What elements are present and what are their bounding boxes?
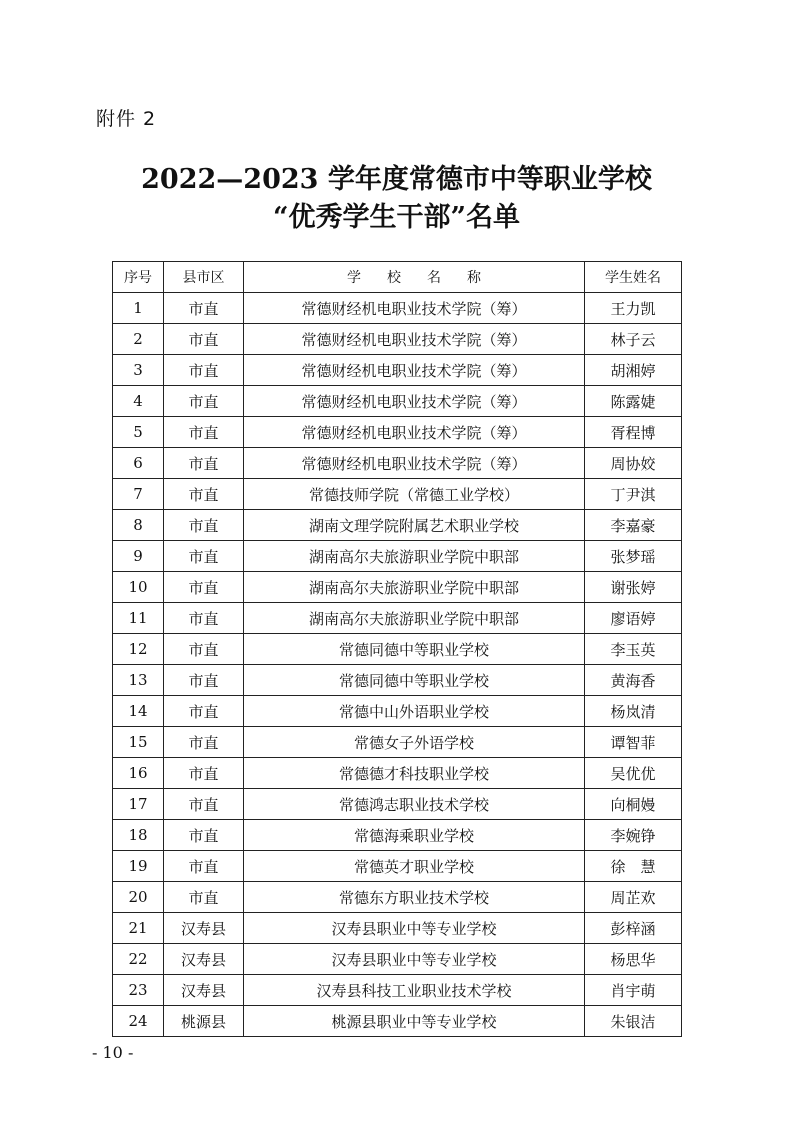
cell-student-name: 杨思华: [585, 944, 682, 975]
cell-index: 15: [113, 727, 164, 758]
cell-student-name: 陈露婕: [585, 386, 682, 417]
table-row: [113, 355, 682, 386]
cell-student-name: 周芷欢: [585, 882, 682, 913]
table-row: [113, 541, 682, 572]
table-row: [113, 944, 682, 975]
page-number: - 10 -: [92, 1043, 134, 1062]
cell-county: 桃源县: [164, 1006, 244, 1037]
cell-school: 常德财经机电职业技术学院（筹）: [244, 417, 585, 448]
cell-county: 市直: [164, 417, 244, 448]
cell-county: 市直: [164, 820, 244, 851]
table-row: [113, 386, 682, 417]
header-student-name: 学生姓名: [585, 262, 682, 293]
cell-school: 桃源县职业中等专业学校: [244, 1006, 585, 1037]
cell-index: 10: [113, 572, 164, 603]
document-title-line-1: 2022—2023 学年度常德市中等职业学校: [141, 164, 652, 195]
cell-index: 22: [113, 944, 164, 975]
cell-index: 6: [113, 448, 164, 479]
header-school: 学校名称: [244, 262, 585, 293]
cell-school: 常德财经机电职业技术学院（筹）: [244, 386, 585, 417]
cell-county: 市直: [164, 293, 244, 324]
header-county: 县市区: [164, 262, 244, 293]
table-row: [113, 789, 682, 820]
cell-student-name: 吴优优: [585, 758, 682, 789]
cell-student-name: 李嘉豪: [585, 510, 682, 541]
table-row: [113, 975, 682, 1006]
cell-school: 湖南高尔夫旅游职业学院中职部: [244, 541, 585, 572]
header-index: 序号: [113, 262, 164, 293]
cell-county: 市直: [164, 727, 244, 758]
cell-student-name: 谢张婷: [585, 572, 682, 603]
cell-index: 9: [113, 541, 164, 572]
cell-school: 汉寿县职业中等专业学校: [244, 913, 585, 944]
cell-index: 19: [113, 851, 164, 882]
cell-school: 湖南高尔夫旅游职业学院中职部: [244, 603, 585, 634]
table-row: [113, 293, 682, 324]
cell-county: 市直: [164, 386, 244, 417]
table-row: [113, 758, 682, 789]
table-row: [113, 479, 682, 510]
cell-student-name: 周协姣: [585, 448, 682, 479]
table-row: [113, 882, 682, 913]
cell-index: 24: [113, 1006, 164, 1037]
cell-school: 湖南高尔夫旅游职业学院中职部: [244, 572, 585, 603]
cell-county: 市直: [164, 479, 244, 510]
cell-county: 汉寿县: [164, 913, 244, 944]
cell-student-name: 徐 慧: [585, 851, 682, 882]
cell-index: 5: [113, 417, 164, 448]
cell-index: 20: [113, 882, 164, 913]
cell-index: 8: [113, 510, 164, 541]
cell-student-name: 胥程博: [585, 417, 682, 448]
cell-school: 常德财经机电职业技术学院（筹）: [244, 448, 585, 479]
cell-index: 7: [113, 479, 164, 510]
cell-school: 湖南文理学院附属艺术职业学校: [244, 510, 585, 541]
cell-index: 1: [113, 293, 164, 324]
table-row: [113, 572, 682, 603]
cell-student-name: 王力凯: [585, 293, 682, 324]
cell-county: 市直: [164, 882, 244, 913]
cell-school: 常德同德中等职业学校: [244, 665, 585, 696]
cell-county: 市直: [164, 758, 244, 789]
cell-county: 市直: [164, 324, 244, 355]
cell-student-name: 朱银洁: [585, 1006, 682, 1037]
table-row: [113, 510, 682, 541]
cell-student-name: 丁尹淇: [585, 479, 682, 510]
cell-index: 3: [113, 355, 164, 386]
cell-county: 市直: [164, 541, 244, 572]
cell-student-name: 黄海香: [585, 665, 682, 696]
cell-school: 常德中山外语职业学校: [244, 696, 585, 727]
cell-school: 常德东方职业技术学校: [244, 882, 585, 913]
cell-index: 18: [113, 820, 164, 851]
table-row: [113, 448, 682, 479]
cell-county: 市直: [164, 696, 244, 727]
cell-county: 汉寿县: [164, 975, 244, 1006]
cell-county: 市直: [164, 510, 244, 541]
cell-student-name: 廖语婷: [585, 603, 682, 634]
cell-school: 常德财经机电职业技术学院（筹）: [244, 324, 585, 355]
cell-index: 21: [113, 913, 164, 944]
cell-school: 常德德才科技职业学校: [244, 758, 585, 789]
cell-school: 常德海乘职业学校: [244, 820, 585, 851]
cell-index: 12: [113, 634, 164, 665]
table-row: [113, 851, 682, 882]
cell-index: 13: [113, 665, 164, 696]
table-row: [113, 913, 682, 944]
table-row: [113, 665, 682, 696]
cell-index: 14: [113, 696, 164, 727]
table-row: [113, 1006, 682, 1037]
cell-county: 市直: [164, 355, 244, 386]
cell-student-name: 李玉英: [585, 634, 682, 665]
cell-index: 2: [113, 324, 164, 355]
table-body: [113, 293, 682, 1037]
cell-student-name: 肖宇萌: [585, 975, 682, 1006]
cell-school: 常德同德中等职业学校: [244, 634, 585, 665]
table-row: [113, 696, 682, 727]
cell-county: 市直: [164, 572, 244, 603]
cell-school: 常德鸿志职业技术学校: [244, 789, 585, 820]
table-row: [113, 727, 682, 758]
table-row: [113, 634, 682, 665]
cell-index: 17: [113, 789, 164, 820]
cell-school: 常德财经机电职业技术学院（筹）: [244, 293, 585, 324]
cell-school: 常德英才职业学校: [244, 851, 585, 882]
cell-school: 汉寿县职业中等专业学校: [244, 944, 585, 975]
cell-county: 市直: [164, 448, 244, 479]
cell-county: 市直: [164, 789, 244, 820]
cell-student-name: 林子云: [585, 324, 682, 355]
attachment-label: 附件 2: [96, 108, 157, 130]
cell-county: 汉寿县: [164, 944, 244, 975]
cell-county: 市直: [164, 665, 244, 696]
document-title-line-2: “优秀学生干部”名单: [272, 202, 521, 233]
cell-school: 常德财经机电职业技术学院（筹）: [244, 355, 585, 386]
cell-student-name: 彭梓涵: [585, 913, 682, 944]
cell-county: 市直: [164, 634, 244, 665]
table-row: [113, 417, 682, 448]
cell-student-name: 杨岚清: [585, 696, 682, 727]
cell-student-name: 胡湘婷: [585, 355, 682, 386]
cell-student-name: 谭智菲: [585, 727, 682, 758]
cell-index: 23: [113, 975, 164, 1006]
cell-student-name: 向桐嫚: [585, 789, 682, 820]
cell-index: 16: [113, 758, 164, 789]
cell-index: 4: [113, 386, 164, 417]
table-row: [113, 603, 682, 634]
cell-school: 常德技师学院（常德工业学校）: [244, 479, 585, 510]
student-list-table: [112, 261, 682, 1037]
cell-student-name: 张梦瑶: [585, 541, 682, 572]
table-header-row: [113, 262, 682, 293]
cell-county: 市直: [164, 603, 244, 634]
table-row: [113, 820, 682, 851]
cell-student-name: 李婉铮: [585, 820, 682, 851]
cell-school: 汉寿县科技工业职业技术学校: [244, 975, 585, 1006]
table-row: [113, 324, 682, 355]
cell-index: 11: [113, 603, 164, 634]
cell-county: 市直: [164, 851, 244, 882]
cell-school: 常德女子外语学校: [244, 727, 585, 758]
